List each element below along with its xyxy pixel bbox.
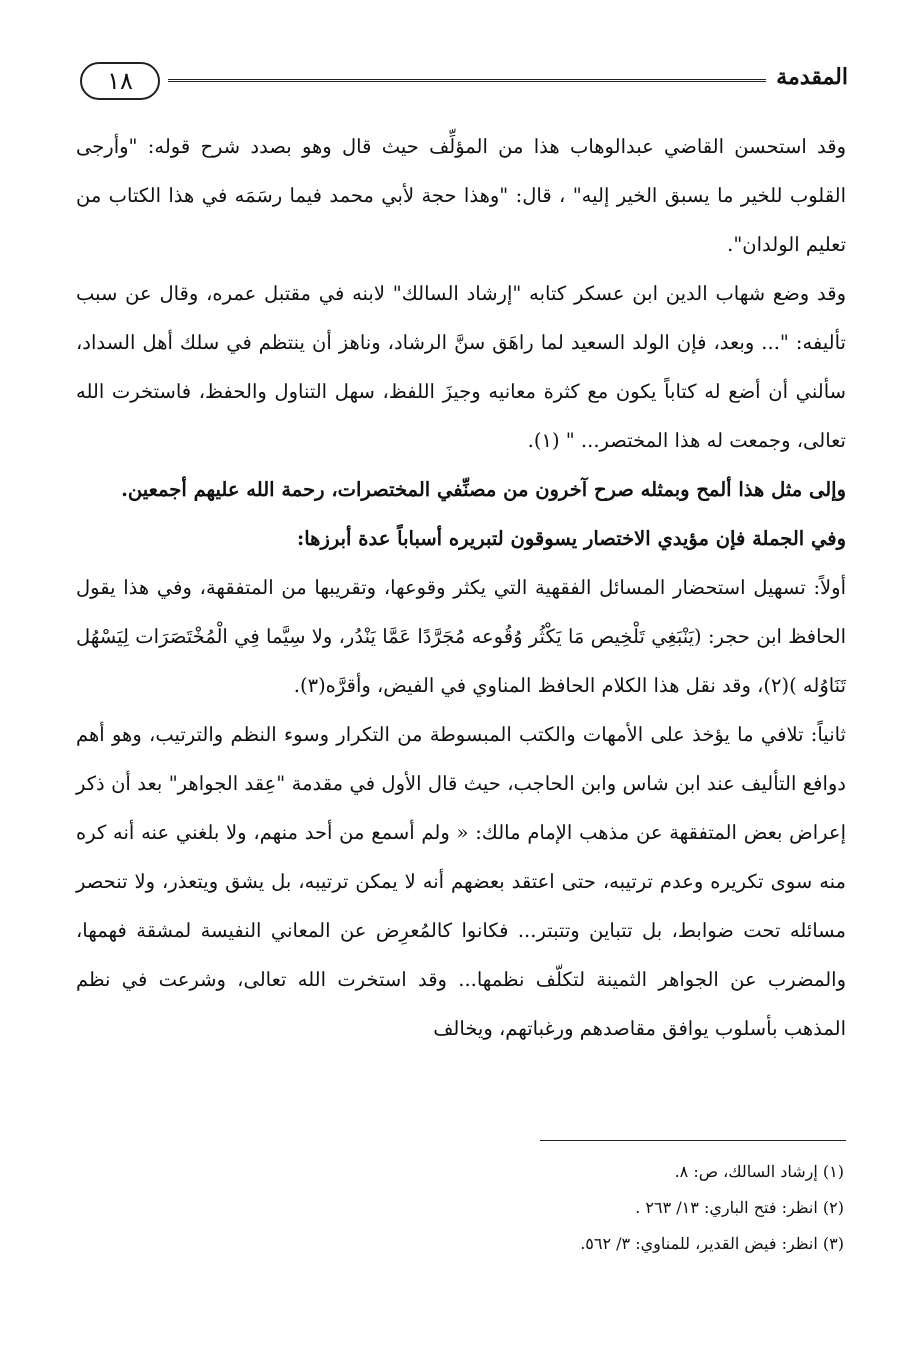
footnote-1: (١) إرشاد السالك، ص: ٨. [674, 1162, 844, 1181]
footnote-separator [540, 1140, 846, 1141]
paragraph-2: وقد وضع شهاب الدين ابن عسكر كتابه "إرشاد السالك" لابنه في مقتبل عمره، وقال عن سبب تأليفه: "... وبعد، فإن الولد السعيد لما راهَق سنَّ الرشاد، وناهز أن ينتظم في سلك أهل السداد، سألني أن أضع له كتاباً يكون مع كثرة معانيه وجيزَ اللفظ، سهل التناول والحفظ، فاستخرت الله تعالى، وجمعت له هذا المختصر... " (١). [76, 282, 846, 452]
footnote-3: (٣) انظر: فيض القدير، للمناوي: ٣/ ٥٦٢. [580, 1234, 844, 1253]
page-header [80, 62, 848, 108]
paragraph-5: أولاً: تسهيل استحضار المسائل الفقهية التي يكثر وقوعها، وتقريبها من المتفقهة، وفي هذا يقول الحافظ ابن حجر: (يَنْبَغِي تَلْخِيص مَا يَكْثُر وُقُوعه مُجَرَّدًا عَمَّا يَنْدُر، ولا سِيَّما فِي الْمُخْتَصَرَات لِيَسْهُل تَنَاوُله )(٢)، وقد نقل هذا الكلام الحافظ المناوي في الفيض، وأقرَّه(٣). [76, 576, 846, 697]
footnotes [344, 1154, 844, 1262]
page-number: ١٨ [80, 62, 160, 100]
main-text [76, 122, 846, 1053]
footnote-2: (٢) انظر: فتح الباري: ١٣/ ٢٦٣ . [635, 1198, 844, 1217]
paragraph-4: وفي الجملة فإن مؤيدي الاختصار يسوقون لتبريره أسباباً عدة أبرزها: [297, 527, 846, 550]
paragraph-6: ثانياً: تلافي ما يؤخذ على الأمهات والكتب المبسوطة من التكرار وسوء النظم والترتيب، وهو أهم دوافع التأليف عند ابن شاس وابن الحاجب، حيث قال الأول في مقدمة "عِقد الجواهر" بعد أن ذكر إعراض بعض المتفقهة عن مذهب الإمام مالك: « ولم أسمع من أحد منهم، ولا بلغني عنه أنه كره منه سوى تكريره وعدم ترتيبه، حتى اعتقد بعضهم أنه لا يمكن ترتيبه، بل يشق ويتعذر، ولا تنحصر مسائله تحت ضوابط، بل تتباين وتتبتر... فكانوا كالمُعرِض عن المعاني النفيسة لمشقة فهمها، والمضرب عن الجواهر الثمينة لتكلّف نظمها... وقد استخرت الله تعالى، وشرعت في نظم المذهب بأسلوب يوافق مقاصدهم ورغباتهم، ويخالف [76, 723, 846, 1040]
running-title: المقدمة [776, 64, 848, 90]
paragraph-1: وقد استحسن القاضي عبدالوهاب هذا من المؤلِّف حيث قال وهو بصدد شرح قوله: "وأرجى القلوب للخير ما يسبق الخير إليه" ، قال: "وهذا حجة لأبي محمد فيما رسَمَه في هذا الكتاب من تعليم الولدان". [76, 135, 846, 256]
paragraph-3: وإلى مثل هذا ألمح وبمثله صرح آخرون من مصنِّفي المختصرات، رحمة الله عليهم أجمعين. [121, 478, 846, 501]
header-rule [168, 79, 766, 85]
